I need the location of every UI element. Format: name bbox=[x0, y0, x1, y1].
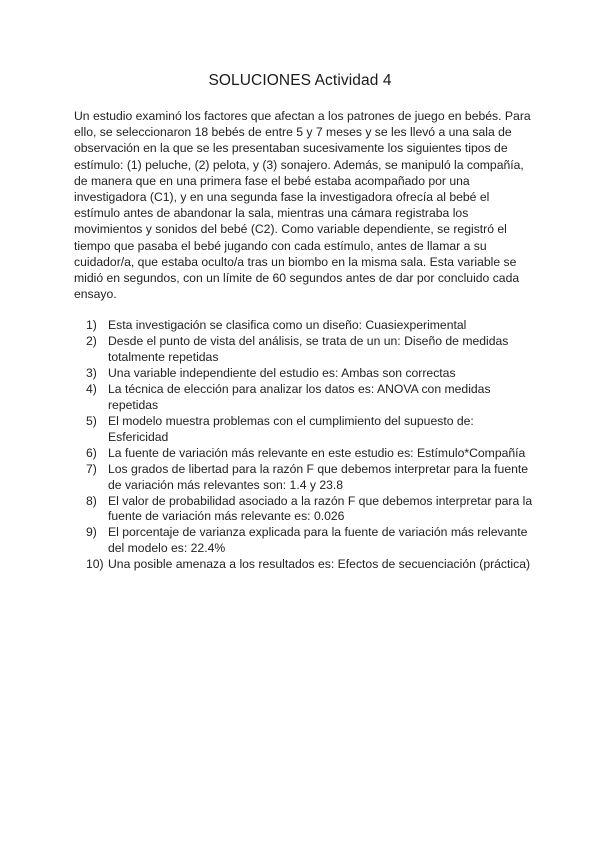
item-number: 2) bbox=[86, 334, 97, 349]
item-number: 10) bbox=[86, 557, 104, 572]
item-text: La técnica de elección para analizar los datos es: ANOVA con medidas repetidas bbox=[108, 382, 491, 412]
item-text: El valor de probabilidad asociado a la razón F que debemos interpretar para la fuente de variación más relevante es: 0.026 bbox=[108, 493, 533, 524]
item-number: 3) bbox=[86, 365, 97, 380]
item-text: Los grados de libertad para la razón F que debemos interpretar para la fuente de variación más relevantes son: 1.4 y 23.8 bbox=[108, 461, 529, 492]
item-text: El porcentaje de varianza explicada para la fuente de variación más relevante del modelo es: 22.4% bbox=[108, 525, 528, 556]
item-number: 5) bbox=[86, 413, 97, 428]
item-number: 4) bbox=[86, 382, 97, 397]
list-item bbox=[74, 446, 534, 462]
intro-paragraph: Un estudio examinó los factores que afectan a los patrones de juego en bebés. Para ello, se seleccionaron 18 bebés de entre 5 y 7 meses y se les llevó a una sala de observación en la que se les presentaban sucesivamente los siguientes tipos de estímulo: (1) peluche, (2) pelota, y (3) sonajero. Además, se manipuló la compañía, de manera que en una primera fase el bebé estaba acompañado por una investigadora (C1), y en una segunda fase la investigadora ofrecía al bebé el estímulo antes de abandonar la sala, mientras una cámara registraba los movimientos y sonidos del bebé (C2). Como variable dependiente, se registró el tiempo que pasaba el bebé jugando con cada estímulo, antes de llamar a su cuidador/a, que estaba oculto/a tras un biombo en la misma sala. Esta variable se midió en segundos, con un límite de 60 segundos antes de dar por concluido cada ensayo. bbox=[74, 109, 531, 302]
item-text: Desde el punto de vista del análisis, se trata de un un: Diseño de medidas totalmente repetidas bbox=[108, 334, 509, 364]
list-item bbox=[74, 557, 534, 573]
item-text: Esta investigación se clasifica como un diseño: Cuasiexperimental bbox=[108, 318, 467, 332]
list-item bbox=[74, 334, 534, 365]
item-number: 6) bbox=[86, 445, 97, 460]
item-text: El modelo muestra problemas con el cumplimiento del supuesto de: Esfericidad bbox=[108, 413, 474, 444]
item-number: 7) bbox=[86, 461, 97, 476]
item-number: 8) bbox=[86, 493, 97, 508]
list-item bbox=[74, 462, 534, 493]
list-item bbox=[74, 494, 534, 525]
page-title: SOLUCIONES Actividad 4 bbox=[208, 72, 392, 89]
answers-list bbox=[74, 318, 534, 573]
list-item bbox=[74, 366, 534, 382]
item-text: Una variable independiente del estudio es: Ambas son correctas bbox=[108, 365, 456, 380]
list-item bbox=[74, 382, 534, 413]
item-number: 1) bbox=[86, 318, 97, 332]
list-item bbox=[74, 318, 534, 334]
item-text: La fuente de variación más relevante en este estudio es: Estímulo*Compañía bbox=[108, 445, 526, 460]
list-item bbox=[74, 525, 534, 556]
item-text: Una posible amenaza a los resultados es: Efectos de secuenciación (práctica) bbox=[108, 557, 531, 572]
list-item bbox=[74, 414, 534, 445]
item-number: 9) bbox=[86, 525, 97, 540]
